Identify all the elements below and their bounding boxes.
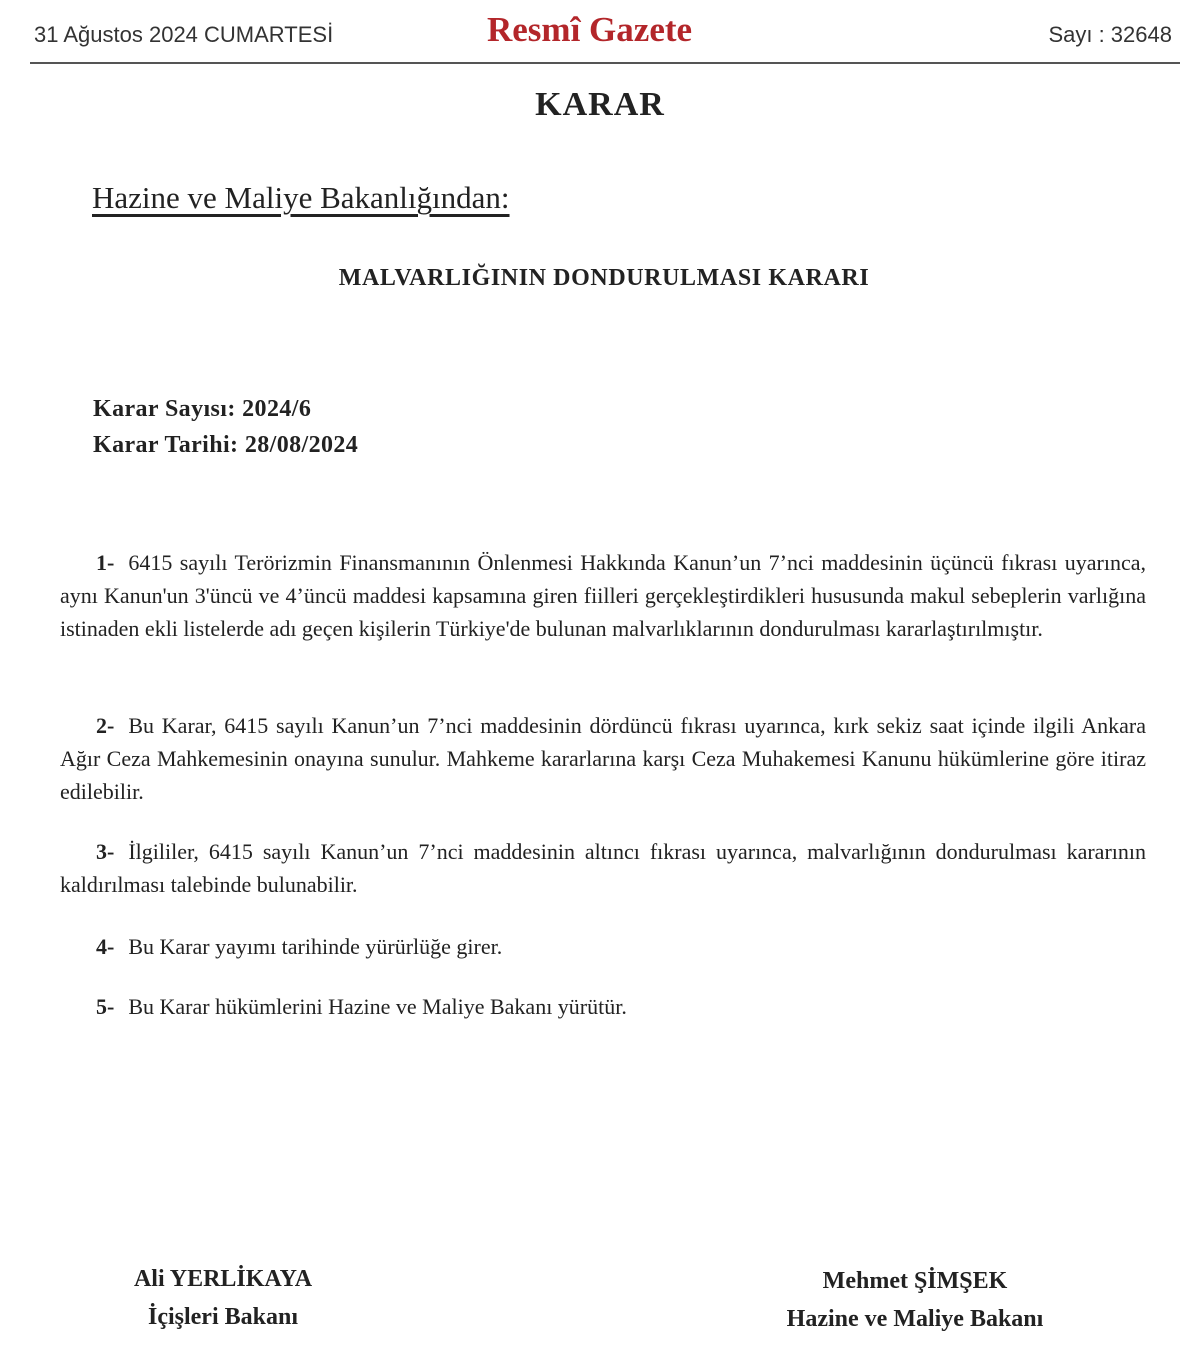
signatory-name: Mehmet ŞİMŞEK <box>822 1268 1008 1294</box>
article-text: İlgililer, 6415 sayılı Kanun’un 7’nci maddesinin altıncı fıkrası uyarınca, malvarlığının dondurulması kararının kaldırılması talebinde bulunabilir. <box>60 839 1146 897</box>
article-2 <box>60 709 1146 808</box>
decision-title: MALVARLIĞININ DONDURULMASI KARARI <box>338 265 870 291</box>
article-number: 5- <box>96 994 115 1019</box>
gazette-header <box>30 8 1180 64</box>
signatory-name: Ali YERLİKAYA <box>133 1266 313 1292</box>
gazette-title: Resmî Gazete <box>487 10 693 49</box>
issuing-ministry: Hazine ve Maliye Bakanlığından: <box>92 180 510 215</box>
article-number: 3- <box>96 839 115 864</box>
decision-number: Karar Sayısı: 2024/6 <box>93 396 312 422</box>
article-number: 1- <box>96 550 115 575</box>
article-1 <box>60 546 1146 645</box>
article-number: 4- <box>96 934 115 959</box>
article-text: Bu Karar hükümlerini Hazine ve Maliye Bakanı yürütür. <box>128 994 627 1019</box>
article-text: Bu Karar, 6415 sayılı Kanun’un 7’nci maddesinin dördüncü fıkrası uyarınca, kırk sekiz saat içinde ilgili Ankara Ağır Ceza Mahkemesinin onayına sunulur. Mahkeme kararlarına karşı Ceza Muhakemesi Kanunu hükümlerine göre itiraz edilebilir. <box>60 713 1146 804</box>
signature-block-left <box>88 1260 358 1336</box>
article-3 <box>60 835 1146 901</box>
article-4 <box>60 930 1146 963</box>
article-5 <box>60 990 1146 1023</box>
article-text: Bu Karar yayımı tarihinde yürürlüğe girer. <box>128 934 503 959</box>
article-text: 6415 sayılı Terörizmin Finansmanının Önlenmesi Hakkında Kanun’un 7’nci maddesinin üçüncü fıkrası uyarınca, aynı Kanun'un 3'üncü ve 4’üncü maddesi kapsamına giren fiilleri gerçekleştirdikleri hususunda makul sebeplerin varlığına istinaden ekli listelerde adı geçen kişilerin Türkiye'de bulunan malvarlıklarının dondurulması kararlaştırılmıştır. <box>60 550 1146 641</box>
signature-block-right <box>750 1262 1080 1338</box>
signatory-title: Hazine ve Maliye Bakanı <box>786 1306 1044 1332</box>
decision-date: Karar Tarihi: 28/08/2024 <box>93 432 359 458</box>
signatory-title: İçişleri Bakanı <box>147 1304 298 1330</box>
article-number: 2- <box>96 713 115 738</box>
issue-date: 31 Ağustos 2024 CUMARTESİ <box>34 22 334 47</box>
document-type-heading: KARAR <box>535 86 665 123</box>
issue-number: Sayı : 32648 <box>1048 22 1172 47</box>
